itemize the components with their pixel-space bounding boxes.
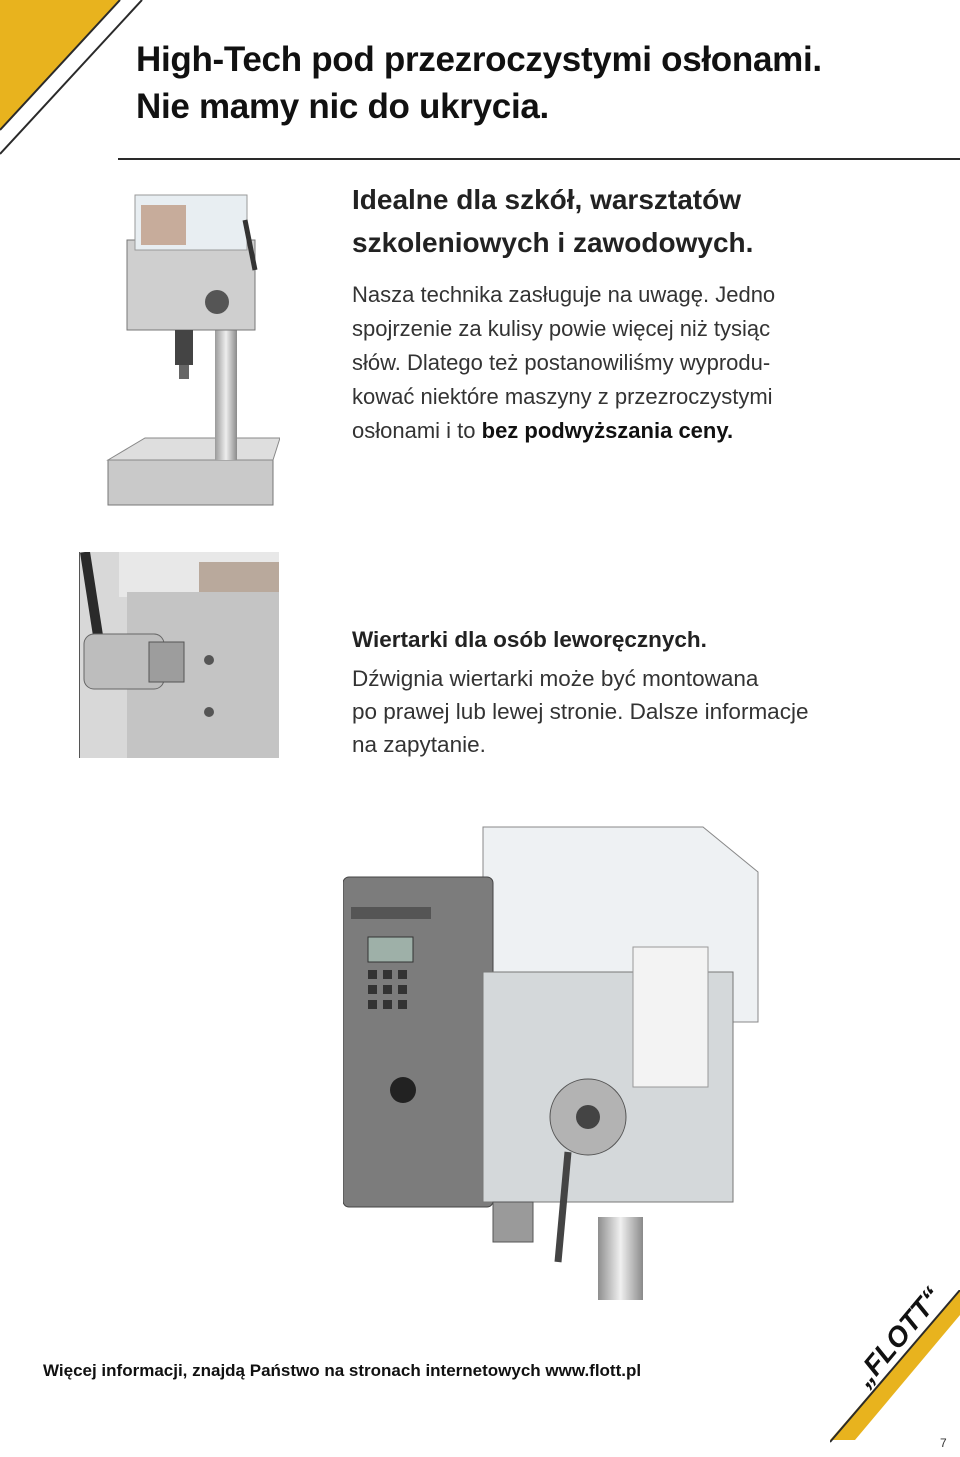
- footer-website-note: Więcej informacji, znajdą Państwo na stronach internetowych www.flott.pl: [43, 1361, 642, 1380]
- headline-line-1: High-Tech pod przezroczystymi osłonami.: [136, 40, 822, 79]
- body-line: spojrzenie za kulisy powie więcej niż tysiąc: [352, 316, 771, 341]
- page-headline: [136, 36, 936, 130]
- body-line: słów. Dlatego też postanowiliśmy wyprodu-: [352, 350, 771, 375]
- section-body-schools: [352, 278, 912, 448]
- bench-drill-press-photo: [105, 180, 280, 515]
- flott-logo-text: „FLOTT“: [848, 1281, 948, 1392]
- emphasis-text: bez podwyższania ceny.: [481, 418, 734, 443]
- body-line: Dźwignia wiertarki może być montowana: [352, 666, 759, 691]
- headline-line-2: Nie mamy nic do ukrycia.: [136, 87, 549, 126]
- section-title-line-2: szkoleniowych i zawodowych.: [352, 227, 754, 258]
- body-text: osłonami i to: [352, 418, 482, 443]
- body-line-last: [352, 414, 912, 448]
- section-body-left-handed: [352, 662, 912, 761]
- body-line: kować niektóre maszyny z przezroczystymi: [352, 384, 773, 409]
- section-title-schools: [352, 178, 912, 264]
- body-line: po prawej lub lewej stronie. Dalsze informacje: [352, 699, 809, 724]
- section-title-line-1: Idealne dla szkół, warsztatów: [352, 184, 742, 215]
- body-line: na zapytanie.: [352, 732, 486, 757]
- lever-detail-photo: [79, 552, 279, 758]
- section-title-left-handed: Wiertarki dla osób leworęcznych.: [352, 627, 707, 652]
- page-number: 7: [940, 1436, 947, 1450]
- drill-head-photo: [343, 822, 763, 1300]
- body-line: Nasza technika zasługuje na uwagę. Jedno: [352, 282, 776, 307]
